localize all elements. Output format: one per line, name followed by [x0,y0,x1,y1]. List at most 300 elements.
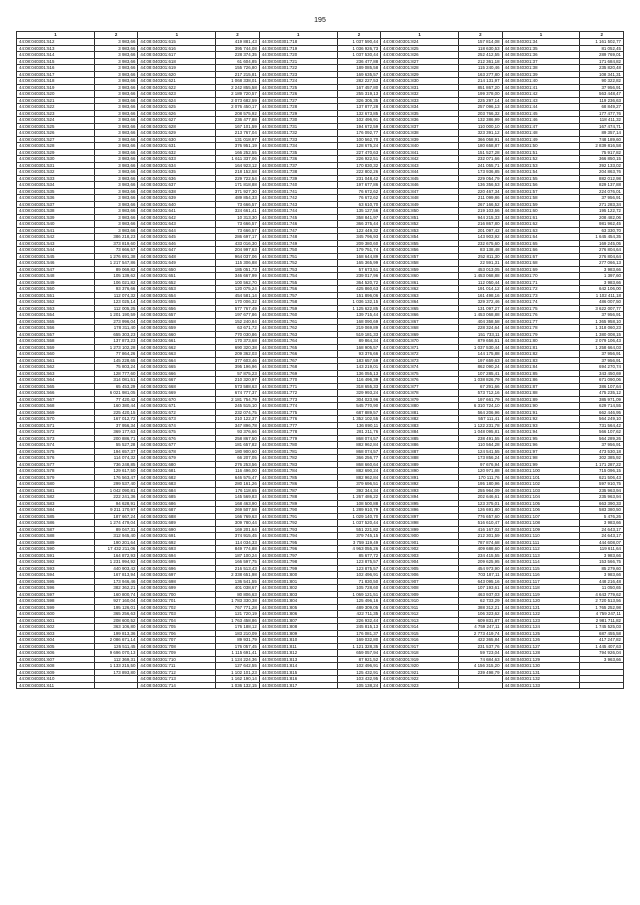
value-cell: 621 506,43 [580,474,624,481]
value-cell: 366 256,77 [337,455,381,462]
cadastral-number-cell: 44:08:040301:626 [138,110,216,117]
value-cell: 200 886,71 [94,435,138,442]
cadastral-number-cell: 44:08:040301:60 [502,208,580,215]
cadastral-number-cell: 44:08:040301:131 [502,669,580,676]
cadastral-number-cell: 44:08:040301:772 [259,390,337,397]
cadastral-number-cell: 44:08:040301:873 [381,357,459,364]
cadastral-number-cell: 44:08:040301:603 [17,630,95,637]
cadastral-number-cell: 44:08:040301:695 [138,559,216,566]
cadastral-number-cell: 44:08:040301:661 [138,338,216,345]
value-cell: 137 877,28 [337,104,381,111]
cadastral-number-cell: 44:08:040301:728 [259,104,337,111]
cadastral-number-cell: 44:08:040301:910 [381,598,459,605]
value-cell: 324 661,41 [216,208,260,215]
cadastral-number-cell: 44:08:040301:686 [138,500,216,507]
cadastral-number-cell: 44:08:040301:745 [259,214,337,221]
value-cell: 235 820,48 [580,65,624,72]
cadastral-number-cell: 44:08:040301:102 [502,481,580,488]
cadastral-number-cell: 44:08:040301:513 [17,45,95,52]
value-cell: 227 470,63 [337,149,381,156]
value-cell: 201 097,42 [459,227,503,234]
cadastral-number-cell: 44:08:040301:92 [502,416,580,423]
cadastral-number-cell: 44:08:040301:718 [259,39,337,46]
value-cell: 358 841,97 [337,214,381,221]
value-cell: 1 036 132,15 [216,682,260,689]
cadastral-number-cell: 44:08:040301:651 [138,273,216,280]
value-cell: 395 196,96 [216,364,260,371]
cadastral-number-cell: 44:08:040301:892 [381,481,459,488]
value-cell: 1 765 252,98 [580,604,624,611]
value-cell: 3 983,66 [94,169,138,176]
value-cell: 217 215,81 [216,71,260,78]
cadastral-number-cell: 44:08:040301:114 [502,559,580,566]
value-cell: 93 376,66 [216,429,260,436]
value-cell: 106 021,82 [94,279,138,286]
cadastral-number-cell: 44:08:040301:637 [138,182,216,189]
value-cell: 392 133,02 [580,162,624,169]
cadastral-number-cell: 44:08:040301:878 [381,390,459,397]
cadastral-number-cell: 44:08:040301:848 [381,195,459,202]
cadastral-number-cell: 44:08:040301:866 [381,312,459,319]
value-cell: 143 903,92 [459,234,503,241]
value-cell: 1 745 525,03 [580,624,624,631]
value-cell: 486 007,50 [580,299,624,306]
value-cell: 829 137,88 [580,182,624,189]
value-cell: 422 365,84 [459,637,503,644]
cadastral-number-cell: 44:08:040301:693 [138,546,216,553]
cadastral-number-cell: 44:08:040301:837 [381,123,459,130]
value-cell: 347 896,78 [216,422,260,429]
cadastral-number-cell: 44:08:040301:740 [259,182,337,189]
value-cell: 120 075,24 [216,286,260,293]
value-cell: 102 496,91 [337,117,381,124]
cadastral-number-cell: 44:08:040301:93 [502,422,580,429]
cadastral-number-cell: 44:08:040301:44 [502,104,580,111]
value-cell: 609 831,87 [459,617,503,624]
cadastral-number-cell: 44:08:040301:573 [17,435,95,442]
value-cell: 3 983,66 [94,58,138,65]
cadastral-number-cell: 44:08:040301:657 [138,312,216,319]
cadastral-number-cell: 44:08:040301:514 [17,52,95,59]
cadastral-number-cell: 44:08:040301:806 [259,611,337,618]
cadastral-number-cell: 44:08:040301:769 [259,370,337,377]
cadastral-number-cell: 44:08:040301:78 [502,325,580,332]
cadastral-number-cell: 44:08:040301:888 [381,455,459,462]
cadastral-number-cell: 44:08:040301:52 [502,156,580,163]
value-cell: 3 983,66 [94,162,138,169]
value-cell: 124 541,55 [459,448,503,455]
cadastral-number-cell: 44:08:040301:633 [138,156,216,163]
value-cell: 211 099,86 [459,195,503,202]
cadastral-number-cell: 44:08:040301:793 [259,526,337,533]
cadastral-number-cell: 44:08:040301:884 [381,429,459,436]
value-cell: 1 037 590,44 [337,39,381,46]
cadastral-number-cell: 44:08:040301:867 [381,318,459,325]
value-cell: 75 917,82 [580,149,624,156]
cadastral-number-cell: 44:08:040301:581 [17,487,95,494]
cadastral-number-cell: 44:08:040301:692 [138,539,216,546]
value-cell: 3 983,66 [94,221,138,228]
cadastral-number-cell: 44:08:040301:913 [381,617,459,624]
cadastral-number-cell: 44:08:040301:665 [138,364,216,371]
value-cell: 123 025,14 [94,299,138,306]
cadastral-number-cell: 44:08:040301:691 [138,533,216,540]
value-cell: 1 038 826,79 [459,377,503,384]
value-cell: 222 241,36 [94,494,138,501]
value-cell: 238 491,55 [459,435,503,442]
cadastral-number-cell: 44:08:040301:916 [381,637,459,644]
value-cell: 61 604,85 [216,58,260,65]
value-cell: 879 656,51 [459,338,503,345]
value-cell: 289 769,01 [580,52,624,59]
value-cell: 314 081,51 [94,377,138,384]
value-cell: 1 037 530,44 [337,52,381,59]
value-cell: 239 498,79 [459,669,503,676]
cadastral-number-cell: 44:08:040301:824 [381,39,459,46]
value-cell: 703 187,11 [459,572,503,579]
cadastral-number-cell: 44:08:040301:611 [17,682,95,689]
cadastral-number-cell: 44:08:040301:65 [502,240,580,247]
cadastral-number-cell: 44:08:040301:673 [138,416,216,423]
cadastral-number-cell: 44:08:040301:735 [259,149,337,156]
value-cell: 392 344,34 [337,487,381,494]
value-cell: 180 900,60 [216,448,260,455]
value-cell: 794 926,04 [580,650,624,657]
cadastral-number-cell: 44:08:040301:621 [138,78,216,85]
value-cell: 373 819,60 [94,240,138,247]
value-cell: 107 285,41 [459,370,503,377]
cadastral-number-cell: 44:08:040301:722 [259,65,337,72]
value-cell: 6 021 981,05 [94,390,138,397]
value-cell: 385 971,09 [580,396,624,403]
value-cell: 440 903,42 [94,565,138,572]
cadastral-number-cell: 44:08:040301:797 [259,552,337,559]
cadastral-number-cell: 44:08:040301:532 [17,169,95,176]
value-cell: 868 074,57 [337,435,381,442]
value-cell: 882 012,98 [580,175,624,182]
value-cell: 255 319,13 [337,91,381,98]
cadastral-number-cell: 44:08:040301:839 [381,136,459,143]
value-cell: 177 477,76 [580,110,624,117]
cadastral-number-cell: 44:08:040301:97 [502,448,580,455]
value-cell: 3 983,66 [94,227,138,234]
value-cell: 94 628,91 [94,500,138,507]
cadastral-number-cell: 44:08:040301:528 [17,143,95,150]
value-cell: 183 210,09 [216,630,260,637]
value-cell: 663 390,33 [580,500,624,507]
value-cell: 280 161,26 [216,481,260,488]
value-cell: 5 476,26 [580,513,624,520]
value-cell: 10 313,30 [216,214,260,221]
header-cell: 1 [259,32,337,39]
value-cell: 173 856,24 [459,455,503,462]
cadastral-number-cell: 44:08:040301:58 [502,195,580,202]
cadastral-number-cell: 44:08:040301:742 [259,195,337,202]
cadastral-number-cell: 44:08:040301:570 [17,416,95,423]
value-cell: 164 872,93 [94,552,138,559]
cadastral-number-cell: 44:08:040301:734 [259,143,337,150]
cadastral-number-cell: 44:08:040301:751 [259,253,337,260]
cadastral-number-cell: 44:08:040301:630 [138,136,216,143]
cadastral-number-cell: 44:08:040301:743 [259,201,337,208]
value-cell: 160 380,44 [94,403,138,410]
value-cell: 119 611,64 [580,546,624,553]
cadastral-number-cell: 44:08:040301:683 [138,481,216,488]
value-cell: 662 446,95 [580,409,624,416]
cadastral-number-cell: 44:08:040301:919 [381,656,459,663]
value-cell: 659 057,94 [337,650,381,657]
cadastral-number-cell: 44:08:040301:75 [502,305,580,312]
value-cell: 102 496,91 [337,663,381,670]
cadastral-number-cell: 44:08:040301:96 [502,442,580,449]
cadastral-number-cell: 44:08:040301:814 [259,663,337,670]
value-cell: 171 684,82 [580,58,624,65]
value-cell: 1 231 994,92 [94,559,138,566]
cadastral-number-cell: 44:08:040301:842 [381,156,459,163]
cadastral-number-cell: 44:08:040301:586 [17,520,95,527]
value-cell: 3 983,66 [94,182,138,189]
value-cell: 1 645 454,35 [580,234,624,241]
value-cell: 152 240,84 [216,318,260,325]
cadastral-number-cell: 44:08:040301:702 [138,604,216,611]
cadastral-number-cell: 44:08:040301:80 [502,338,580,345]
cadastral-number-cell: 44:08:040301:558 [17,338,95,345]
cadastral-number-cell: 44:08:040301:544 [17,247,95,254]
cadastral-number-cell: 44:08:040301:647 [138,247,216,254]
cadastral-number-cell: 44:08:040301:51 [502,149,580,156]
cadastral-number-cell: 44:08:040301:895 [381,500,459,507]
cadastral-number-cell: 44:08:040301:45 [502,110,580,117]
cadastral-number-cell: 44:08:040301:63 [502,227,580,234]
value-cell: 225 420,15 [94,409,138,416]
value-cell: 2 981 711,82 [580,617,624,624]
cadastral-number-cell: 44:08:040301:750 [259,247,337,254]
cadastral-number-cell: 44:08:040301:682 [138,474,216,481]
header-cell: 2 [459,32,503,39]
cadastral-number-cell: 44:08:040301:50 [502,143,580,150]
cadastral-number-cell: 44:08:040301:871 [381,344,459,351]
cadastral-number-cell: 44:08:040301:588 [17,533,95,540]
value-cell: 3 983,66 [580,572,624,579]
value-cell: 187 667,24 [94,513,138,520]
cadastral-number-cell: 44:08:040301:714 [138,682,216,689]
cadastral-number-cell: 44:08:040301:831 [381,84,459,91]
cadastral-number-cell: 44:08:040301:672 [138,409,216,416]
value-cell: 195 126,01 [94,604,138,611]
cadastral-number-cell: 44:08:040301:918 [381,650,459,657]
cadastral-number-cell: 44:08:040301:639 [138,195,216,202]
cadastral-number-cell: 44:08:040301:76 [502,312,580,319]
value-cell: 110 564,28 [459,442,503,449]
cadastral-number-cell: 44:08:040301:648 [138,253,216,260]
value-cell: 167 474,71 [580,123,624,130]
value-cell: 194 672,59 [337,123,381,130]
value-cell: 281 211,76 [337,429,381,436]
value-cell: 3 983,66 [94,136,138,143]
value-cell: 131 097,27 [459,305,503,312]
cadastral-number-cell: 44:08:040301:596 [17,585,95,592]
value-cell: 151 527,28 [459,149,503,156]
cadastral-number-cell: 44:08:040301:785 [259,474,337,481]
value-cell: 3 983,66 [94,45,138,52]
value-cell: 123 875,57 [337,559,381,566]
cadastral-number-cell: 44:08:040301:847 [381,188,459,195]
value-cell: 1 102 411,18 [580,292,624,299]
cadastral-number-cell: 44:08:040301:804 [259,598,337,605]
value-cell: 944 215,33 [459,214,503,221]
cadastral-number-cell: 44:08:040301:82 [502,351,580,358]
cadastral-number-cell: 44:08:040301:529 [17,149,95,156]
cadastral-number-cell: 44:08:040301:53 [502,162,580,169]
cadastral-number-cell: 44:08:040301:617 [138,52,216,59]
cadastral-number-cell: 44:08:040301:111 [502,539,580,546]
cadastral-number-cell: 44:08:040301:687 [138,507,216,514]
value-cell: 63 610,70 [337,201,381,208]
cadastral-number-cell: 44:08:040301:767 [259,357,337,364]
value-cell: 286 697,17 [216,234,260,241]
value-cell: 731 564,42 [580,422,624,429]
cadastral-number-cell: 44:08:040301:568 [17,403,95,410]
cadastral-number-cell: 44:08:040301:74 [502,299,580,306]
cadastral-number-cell: 44:08:040301:778 [259,429,337,436]
value-cell: 107 193,61 [459,585,503,592]
value-cell: 376 951,19 [216,143,260,150]
cadastral-number-cell: 44:08:040301:758 [259,299,337,306]
value-cell: 3 983,66 [94,201,138,208]
cadastral-number-cell: 44:08:040301:71 [502,279,580,286]
cadastral-number-cell: 44:08:040301:34 [502,39,580,46]
value-cell: 417 247,82 [580,637,624,644]
cadastral-number-cell: 44:08:040301:127 [502,643,580,650]
cadastral-number-cell: 44:08:040301:520 [17,91,95,98]
value-cell: 366 850,15 [580,156,624,163]
value-cell: 73 666,57 [216,201,260,208]
cadastral-number-cell: 44:08:040301:55 [502,175,580,182]
value-cell: 116 496,00 [216,468,260,475]
cadastral-number-cell: 44:08:040301:727 [259,97,337,104]
cadastral-number-cell: 44:08:040301:133 [502,682,580,689]
cadastral-number-cell: 44:08:040301:795 [259,539,337,546]
value-cell: 748 189,60 [580,136,624,143]
cadastral-number-cell: 44:08:040301:86 [502,377,580,384]
value-cell: 516 610,47 [459,520,503,527]
cadastral-number-cell: 44:08:040301:536 [17,195,95,202]
cadastral-number-cell: 44:08:040301:696 [138,565,216,572]
cadastral-number-cell: 44:08:040301:618 [138,58,216,65]
cadastral-number-cell: 44:08:040301:565 [17,383,95,390]
cadastral-number-cell: 44:08:040301:77 [502,318,580,325]
cadastral-number-cell: 44:08:040301:815 [259,669,337,676]
cadastral-number-cell: 44:08:040301:704 [138,617,216,624]
cadastral-number-cell: 44:08:040301:556 [17,325,95,332]
value-cell: 245 515,10 [216,403,260,410]
value-cell: 232 675,60 [459,240,503,247]
cadastral-number-cell: 44:08:040301:43 [502,97,580,104]
value-cell: 151 896,06 [337,292,381,299]
value-cell: 674 777,37 [216,390,260,397]
value-cell: 185 051,73 [216,266,260,273]
value-cell: 346 667,99 [216,273,260,280]
cadastral-number-cell: 44:08:040301:923 [381,682,459,689]
value-cell: 1 397,60 [580,273,624,280]
cadastral-number-cell: 44:08:040301:533 [17,175,95,182]
cadastral-number-cell: 44:08:040301:67 [502,253,580,260]
value-cell: 276 804,64 [580,253,624,260]
value-cell: 139 715,44 [337,312,381,319]
cadastral-number-cell: 44:08:040301:828 [381,65,459,72]
cadastral-number-cell: 44:08:040301:882 [381,416,459,423]
value-cell: 161 498,16 [459,292,503,299]
value-cell: 366 375,44 [337,221,381,228]
cadastral-number-cell: 44:08:040301:535 [17,188,95,195]
cadastral-number-cell: 44:08:040301:577 [17,461,95,468]
value-cell: 74 684,63 [459,656,503,663]
cadastral-number-cell: 44:08:040301:538 [17,208,95,215]
cadastral-number-cell: 44:08:040301:706 [138,630,216,637]
cadastral-number-cell: 44:08:040301:807 [259,617,337,624]
value-cell: 102 496,91 [337,572,381,579]
value-cell: 1 048 095,81 [459,429,503,436]
value-cell: 1 453 068,88 [459,312,503,319]
cadastral-number-cell: 44:08:040301:557 [17,331,95,338]
value-cell: 57 875,23 [216,370,260,377]
cadastral-number-cell: 44:08:040301:736 [259,156,337,163]
cadastral-number-cell: 44:08:040301:38 [502,65,580,72]
cadastral-number-cell: 44:08:040301:810 [259,637,337,644]
cadastral-number-cell: 44:08:040301:622 [138,84,216,91]
value-cell: 1 068 338,01 [216,78,260,85]
cadastral-number-cell: 44:08:040301:88 [502,390,580,397]
value-cell: 103 432,95 [337,676,381,683]
value-cell: 1 102 101,23 [216,669,260,676]
value-cell: 687 889,57 [337,409,381,416]
cadastral-number-cell: 44:08:040301:731 [259,123,337,130]
cadastral-number-cell: 44:08:040301:125 [502,630,580,637]
value-cell: 257 096,13 [459,104,503,111]
header-row [17,32,624,39]
value-cell: 183 657,59 [337,357,381,364]
cadastral-number-cell: 44:08:040301:518 [17,78,95,85]
value-cell: 136 541,55 [216,578,260,585]
value-cell: 475 235,12 [580,390,624,397]
cadastral-number-cell: 44:08:040301:576 [17,455,95,462]
value-cell: 377 603,46 [216,357,260,364]
value-cell: 105 138,24 [337,682,381,689]
cadastral-number-cell: 44:08:040301:94 [502,429,580,436]
cadastral-number-cell: 44:08:040301:554 [17,312,95,319]
value-cell: 302 385,92 [580,455,624,462]
value-cell: 75 803,24 [94,364,138,371]
cadastral-number-cell: 44:08:040301:534 [17,182,95,189]
value-cell: 195 180,96 [459,481,503,488]
cadastral-number-cell: 44:08:040301:768 [259,364,337,371]
cadastral-number-cell: 44:08:040301:57 [502,188,580,195]
value-cell: 1 611 337,06 [216,156,260,163]
value-cell: 220 467,34 [459,188,503,195]
cadastral-number-cell: 44:08:040301:566 [17,390,95,397]
value-cell: 24 643,17 [580,533,624,540]
value-cell: 1 162 190,14 [216,676,260,683]
value-cell: 37 956,91 [580,357,624,364]
cadastral-number-cell: 44:08:040301:634 [138,162,216,169]
cadastral-number-cell: 44:08:040301:604 [17,637,95,644]
cadastral-number-cell: 44:08:040301:638 [138,188,216,195]
cadastral-number-cell: 44:08:040301:862 [381,286,459,293]
cadastral-number-cell: 44:08:040301:835 [381,110,459,117]
value-cell: 489 309,05 [337,604,381,611]
value-cell: 55 527,28 [94,442,138,449]
value-cell: 167 457,80 [337,84,381,91]
